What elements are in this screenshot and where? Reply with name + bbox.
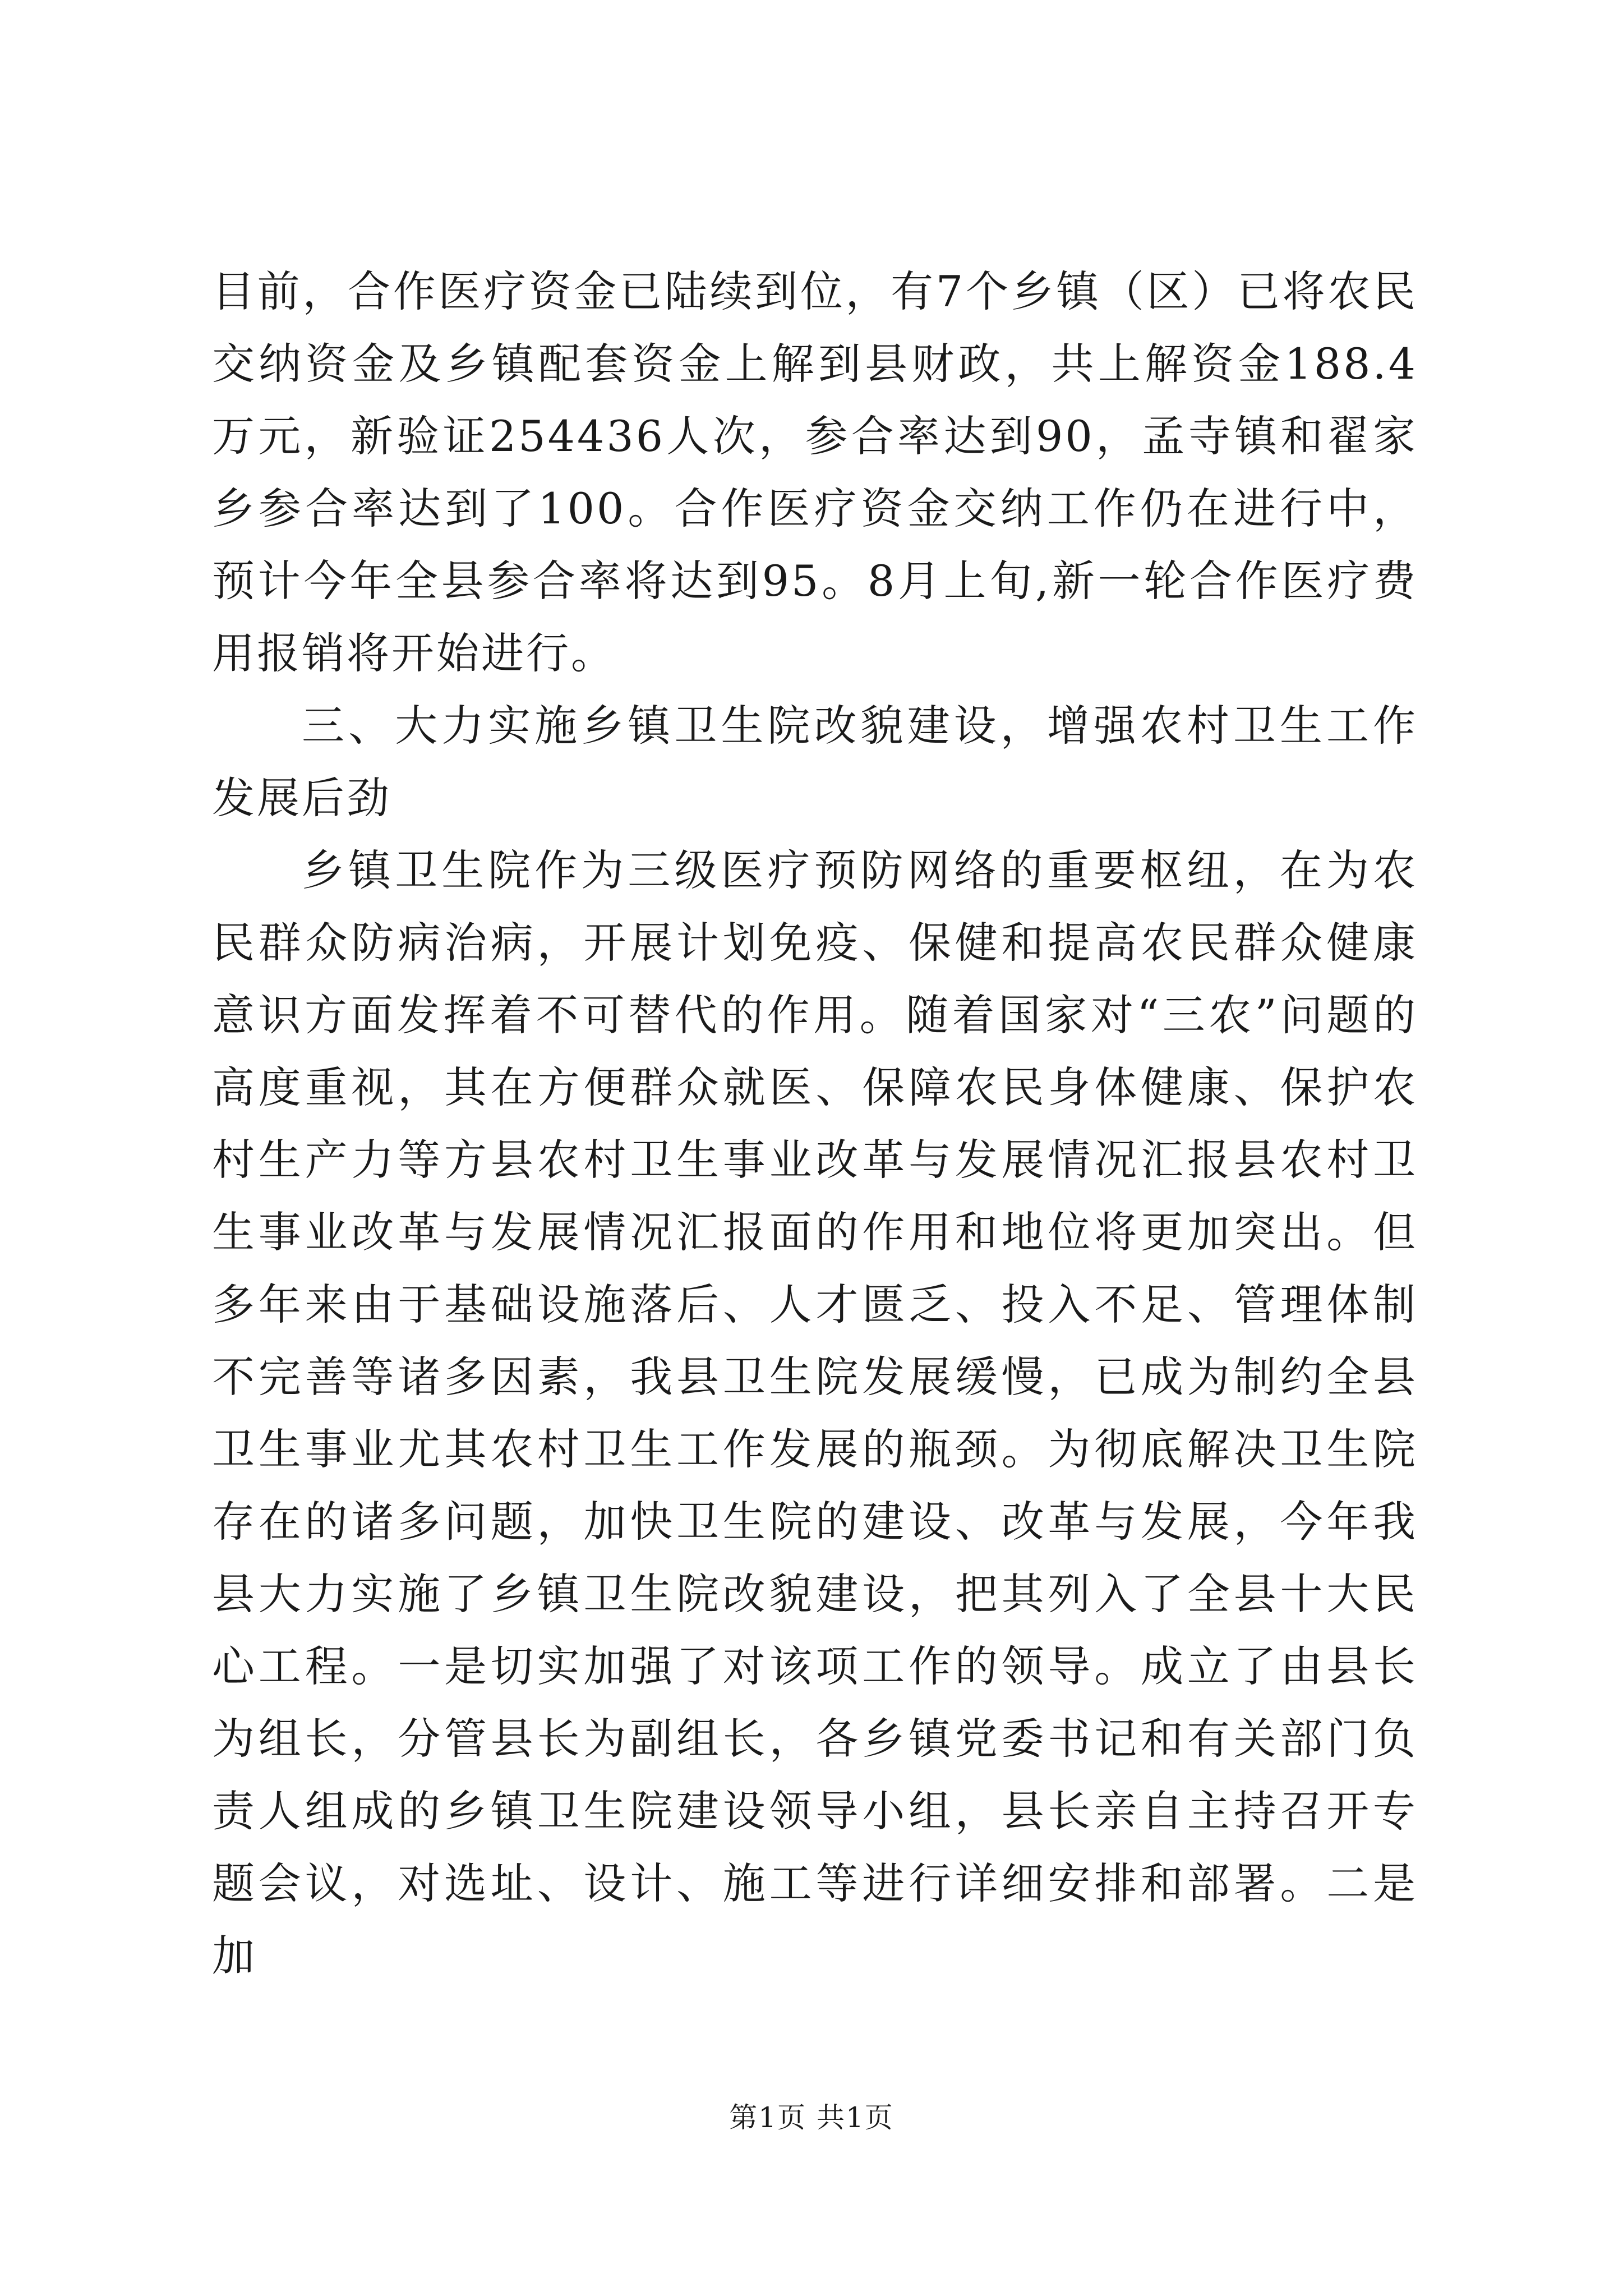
paragraph-funding-progress: 目前，合作医疗资金已陆续到位，有7个乡镇（区）已将农民交纳资金及乡镇配套资金上解到县财政，共上解资金188.4万元，新验证254436人次，参合率达到90，孟寺镇和翟家乡参合率达到了100。合作医疗资金交纳工作仍在进行中，预计今年全县参合率将达到95。8月上旬,新一轮合作医疗费用报销将开始进行。 [212,266,1418,678]
section-heading-township-hospital: 三、大力实施乡镇卫生院改貌建设，增强农村卫生工作发展后劲 [212,701,1418,823]
paragraph-township-hospital-construction: 乡镇卫生院作为三级医疗预防网络的重要枢纽，在为农民群众防病治病，开展计划免疫、保健和提高农民群众健康意识方面发挥着不可替代的作用。随着国家对“三农”问题的高度重视，其在方便群众就医、保障农民身体健康、保护农村生产力等方县农村卫生事业改革与发展情况汇报县农村卫生事业改革与发展情况汇报面的作用和地位将更加突出。但多年来由于基础设施落后、人才匮乏、投入不足、管理体制不完善等诸多因素，我县卫生院发展缓慢，已成为制约全县卫生事业尤其农村卫生工作发展的瓶颈。为彻底解决卫生院存在的诸多问题，加快卫生院的建设、改革与发展，今年我县大力实施了乡镇卫生院改貌建设，把其列入了全县十大民心工程。一是切实加强了对该项工作的领导。成立了由县长为组长，分管县长为副组长，各乡镇党委书记和有关部门负责人组成的乡镇卫生院建设领导小组，县长亲自主持召开专题会议，对选址、设计、施工等进行详细安排和部署。二是加 [212,845,1418,1981]
page-footer: 第1页 共1页 [729,2101,894,2134]
document-body [212,255,1418,1992]
